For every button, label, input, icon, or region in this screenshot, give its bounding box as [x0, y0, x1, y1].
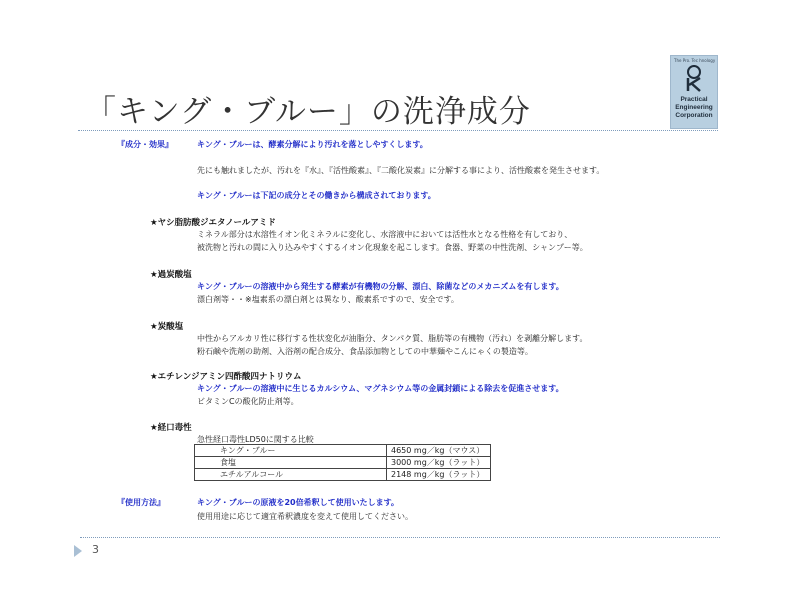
ingredient-line: 急性経口毒性LD50に関する比較 [197, 435, 314, 444]
page-title: 「キング・ブルー」の洗浄成分 [85, 94, 531, 130]
effect-headline: キング・ブルーは、酵素分解により汚れを落としやすくします。 [197, 140, 428, 149]
ingredient-highlight: キング・ブルーの溶液中に生じるカルシウム、マグネシウム等の金属封鎖による除去を促進させます。 [197, 384, 564, 393]
ingredient-line: 中性からアルカリ性に移行する性状変化が油脂分、タンパク質、脂肪等の有機物（汚れ）を剥離分解します。 [197, 334, 588, 343]
effect-intro: キング・ブルーは下記の成分とその働きから構成されております。 [197, 191, 436, 200]
slide-arrow-icon [74, 545, 82, 557]
usage-text: 使用用途に応じて適宜希釈濃度を変えて使用してください。 [197, 512, 413, 521]
table-cell-value: 4650 mg／kg（マウス） [387, 445, 491, 457]
footer-divider [80, 537, 720, 538]
usage-headline: キング・ブルーの原液を20倍希釈して使用いたします。 [197, 498, 399, 507]
ingredient-name: ★ヤシ脂肪酸ジエタノールアミド [150, 218, 276, 228]
ingredient-name: ★炭酸塩 [150, 322, 184, 332]
table-cell-value: 3000 mg／kg（ラット） [387, 457, 491, 469]
table-cell-value: 2148 mg／kg（ラット） [387, 469, 491, 481]
ingredient-line: 粉石鹸や洗剤の助剤、入浴剤の配合成分、食品添加物としての中華麺やこんにゃくの製造等。 [197, 347, 533, 356]
usage-label: 『使用方法』 [117, 498, 165, 507]
title-divider [78, 130, 718, 131]
table-row [195, 445, 491, 457]
table-row [195, 469, 491, 481]
table-cell-name: 食塩 [195, 457, 387, 469]
logo-line-3: Corporation [675, 112, 713, 119]
ingredient-line: 漂白剤等・・※塩素系の漂白剤とは異なり、酸素系ですので、安全です。 [197, 295, 459, 304]
ingredient-line: ビタミンCの酸化防止剤等。 [197, 397, 299, 406]
ingredient-name: ★過炭酸塩 [150, 270, 192, 280]
page-number: 3 [92, 543, 99, 556]
effect-text: 先にも触れましたが、汚れを『水』、『活性酸素』、『二酸化炭素』に分解する事により、活性酸素を発生させます。 [197, 166, 605, 175]
logo-tagline: The Pro. Tec hnology [674, 58, 716, 63]
effect-label: 『成分・効果』 [117, 140, 173, 149]
ingredient-name: ★経口毒性 [150, 423, 192, 433]
ingredient-line: 被洗物と汚れの間に入り込みやすくするイオン化現象を起こします。食器、野菜の中性洗剤、シャンプー等。 [197, 243, 588, 252]
table-row [195, 457, 491, 469]
ingredient-name: ★エチレンジアミン四酢酸四ナトリウム [150, 372, 302, 382]
logo-symbol-icon [681, 64, 707, 92]
logo-line-2: Engineering [675, 104, 713, 111]
company-logo [670, 55, 718, 129]
table-cell-name: キング・ブルー [195, 445, 387, 457]
toxicity-table [194, 444, 491, 481]
logo-line-1: Practical [680, 96, 708, 103]
ingredient-line: ミネラル部分は水溶性イオン化ミネラルに変化し、水溶液中においては活性水となる性格を有しており、 [197, 230, 573, 239]
ingredient-highlight: キング・ブルーの溶液中から発生する酵素が有機物の分解、漂白、除菌などのメカニズムを有します。 [197, 282, 564, 291]
table-cell-name: エチルアルコール [195, 469, 387, 481]
